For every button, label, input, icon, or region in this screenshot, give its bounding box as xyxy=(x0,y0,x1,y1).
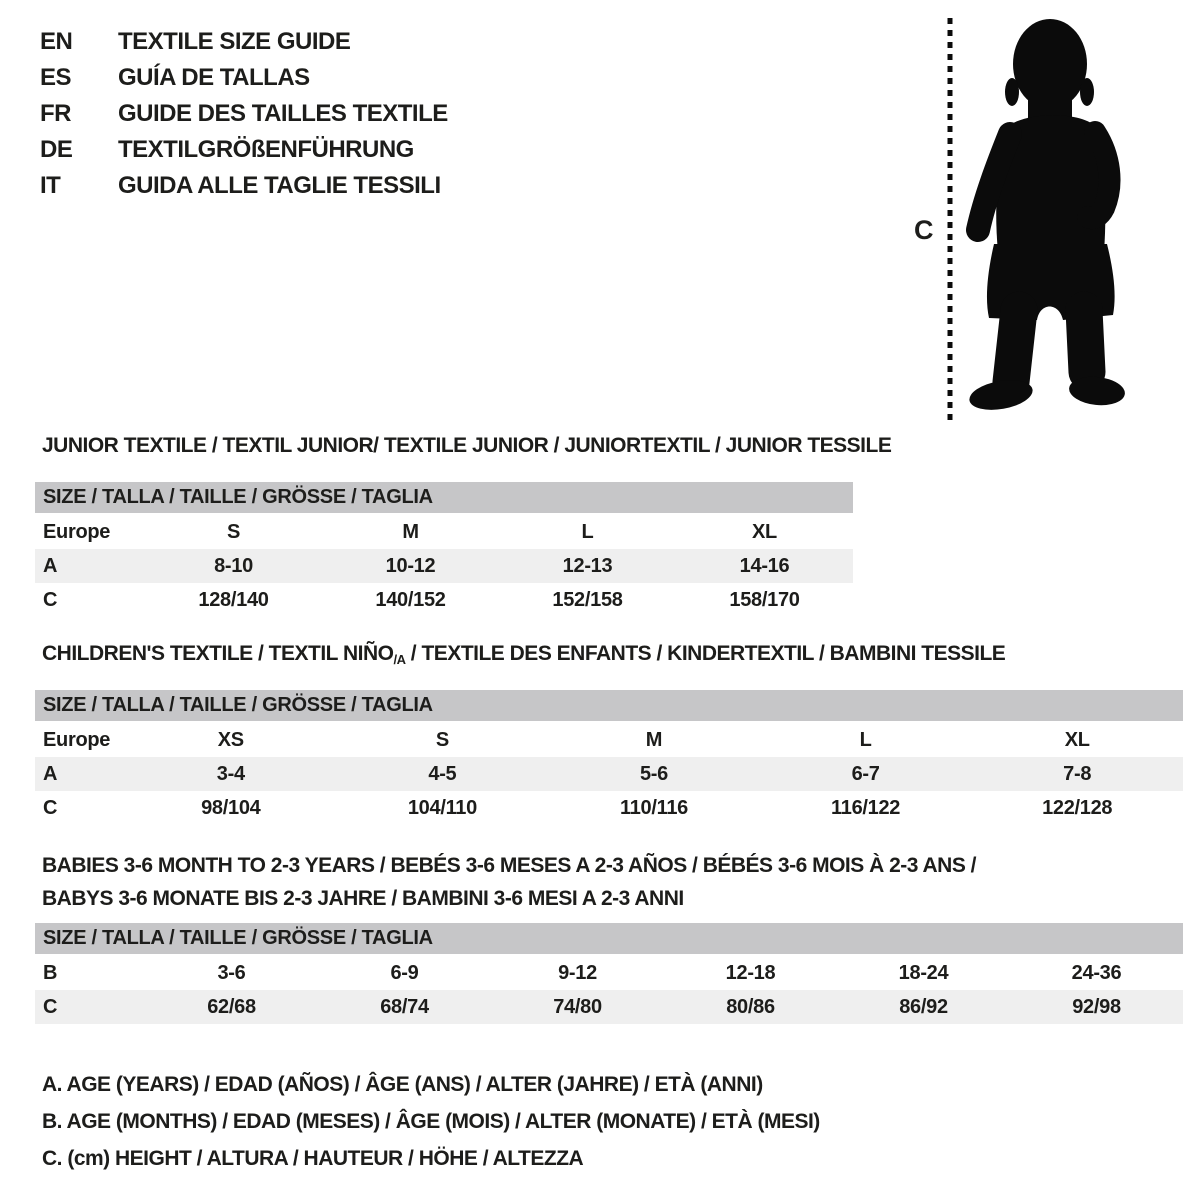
language-label: TEXTILE SIZE GUIDE xyxy=(118,28,351,55)
size-cell: XS xyxy=(217,729,244,751)
table-row xyxy=(35,791,1183,825)
language-code: EN xyxy=(40,28,73,55)
language-code: FR xyxy=(40,100,71,127)
row-label: C xyxy=(43,589,58,611)
children-section-title xyxy=(42,642,1005,671)
measurement-legend xyxy=(42,1066,820,1177)
row-label: B xyxy=(43,962,58,984)
size-cell: S xyxy=(435,729,449,751)
value-cell: 3-6 xyxy=(217,962,246,984)
children-title-subscript: /A xyxy=(393,652,406,667)
value-cell: 6-7 xyxy=(851,763,880,785)
table-row xyxy=(35,723,1183,757)
language-row-en xyxy=(40,24,448,60)
language-row-es xyxy=(40,60,448,96)
language-title-list xyxy=(40,24,448,204)
children-title-text: / TEXTILE DES ENFANTS / KINDERTEXTIL / BAMBINI TESSILE xyxy=(405,642,1006,665)
value-cell: 98/104 xyxy=(201,797,261,819)
value-cell: 62/68 xyxy=(207,996,256,1018)
row-label: Europe xyxy=(43,521,111,543)
babies-size-table xyxy=(35,923,1183,1024)
size-header-band: SIZE / TALLA / TAILLE / GRÖSSE / TAGLIA xyxy=(35,923,1183,954)
language-label: TEXTILGRÖßENFÜHRUNG xyxy=(118,136,414,163)
value-cell: 116/122 xyxy=(831,797,901,819)
value-cell: 7-8 xyxy=(1063,763,1092,785)
row-label: Europe xyxy=(43,729,111,751)
value-cell: 6-9 xyxy=(390,962,419,984)
value-cell: 4-5 xyxy=(428,763,457,785)
value-cell: 80/86 xyxy=(726,996,775,1018)
language-code: DE xyxy=(40,136,73,163)
junior-section-title: JUNIOR TEXTILE / TEXTIL JUNIOR/ TEXTILE JUNIOR / JUNIORTEXTIL / JUNIOR TESSILE xyxy=(42,434,892,457)
height-dashed-line-icon xyxy=(945,18,955,420)
legend-line-b: B. AGE (MONTHS) / EDAD (MESES) / ÂGE (MOIS) / ALTER (MONATE) / ETÀ (MESI) xyxy=(42,1110,820,1133)
value-cell: 10-12 xyxy=(385,555,436,577)
babies-title-line-2: BABYS 3-6 MONATE BIS 2-3 JAHRE / BAMBINI 3-6 MESI A 2-3 ANNI xyxy=(42,887,684,910)
value-cell: 12-18 xyxy=(725,962,776,984)
value-cell: 18-24 xyxy=(898,962,949,984)
value-cell: 12-13 xyxy=(562,555,613,577)
value-cell: 5-6 xyxy=(639,763,668,785)
value-cell: 92/98 xyxy=(1072,996,1121,1018)
language-row-fr xyxy=(40,96,448,132)
value-cell: 122/128 xyxy=(1042,797,1113,819)
value-cell: 9-12 xyxy=(558,962,597,984)
language-row-it xyxy=(40,168,448,204)
size-cell: L xyxy=(859,729,872,751)
value-cell: 140/152 xyxy=(375,589,446,611)
legend-line-c: C. (cm) HEIGHT / ALTURA / HAUTEUR / HÖHE / ALTEZZA xyxy=(42,1147,584,1170)
value-cell: 74/80 xyxy=(553,996,602,1018)
children-size-table xyxy=(35,690,1183,825)
value-cell: 128/140 xyxy=(198,589,269,611)
table-row xyxy=(35,956,1183,990)
children-title-text: CHILDREN'S TEXTILE / TEXTIL NIÑO xyxy=(42,642,394,665)
size-header-band: SIZE / TALLA / TAILLE / GRÖSSE / TAGLIA xyxy=(35,482,853,513)
value-cell: 104/110 xyxy=(407,797,477,819)
babies-title-line-1: BABIES 3-6 MONTH TO 2-3 YEARS / BEBÉS 3-6 MESES A 2-3 AÑOS / BÉBÉS 3-6 MOIS À 2-3 ANS / xyxy=(42,854,977,877)
value-cell: 24-36 xyxy=(1071,962,1122,984)
table-row xyxy=(35,757,1183,791)
value-cell: 86/92 xyxy=(899,996,948,1018)
babies-section-title xyxy=(42,849,976,915)
row-label: C xyxy=(43,797,58,819)
size-cell: L xyxy=(581,521,594,543)
table-row xyxy=(35,990,1183,1024)
table-row xyxy=(35,515,853,549)
junior-size-table xyxy=(35,482,853,617)
size-cell: M xyxy=(645,729,663,751)
value-cell: 14-16 xyxy=(739,555,790,577)
value-cell: 110/116 xyxy=(619,797,688,819)
value-cell: 152/158 xyxy=(552,589,623,611)
size-cell: M xyxy=(402,521,419,543)
value-cell: 8-10 xyxy=(214,555,253,577)
size-cell: XL xyxy=(1064,729,1090,751)
language-label: GUIDA ALLE TAGLIE TESSILI xyxy=(118,172,441,199)
language-label: GUÍA DE TALLAS xyxy=(118,64,310,91)
value-cell: 3-4 xyxy=(216,763,245,785)
language-code: IT xyxy=(40,172,61,199)
row-label: C xyxy=(43,996,58,1018)
size-cell: S xyxy=(226,521,241,543)
table-row xyxy=(35,583,853,617)
row-label: A xyxy=(43,555,58,577)
value-cell: 68/74 xyxy=(380,996,429,1018)
table-row xyxy=(35,549,853,583)
row-label: A xyxy=(43,763,58,785)
value-cell: 158/170 xyxy=(729,589,800,611)
language-label: GUIDE DES TAILLES TEXTILE xyxy=(118,100,448,127)
height-measure-label: C xyxy=(914,215,934,245)
size-header-band: SIZE / TALLA / TAILLE / GRÖSSE / TAGLIA xyxy=(35,690,1183,721)
language-code: ES xyxy=(40,64,72,91)
toddler-silhouette-icon xyxy=(958,12,1148,420)
language-row-de xyxy=(40,132,448,168)
legend-line-a: A. AGE (YEARS) / EDAD (AÑOS) / ÂGE (ANS) / ALTER (JAHRE) / ETÀ (ANNI) xyxy=(42,1073,763,1096)
size-cell: XL xyxy=(752,521,777,543)
